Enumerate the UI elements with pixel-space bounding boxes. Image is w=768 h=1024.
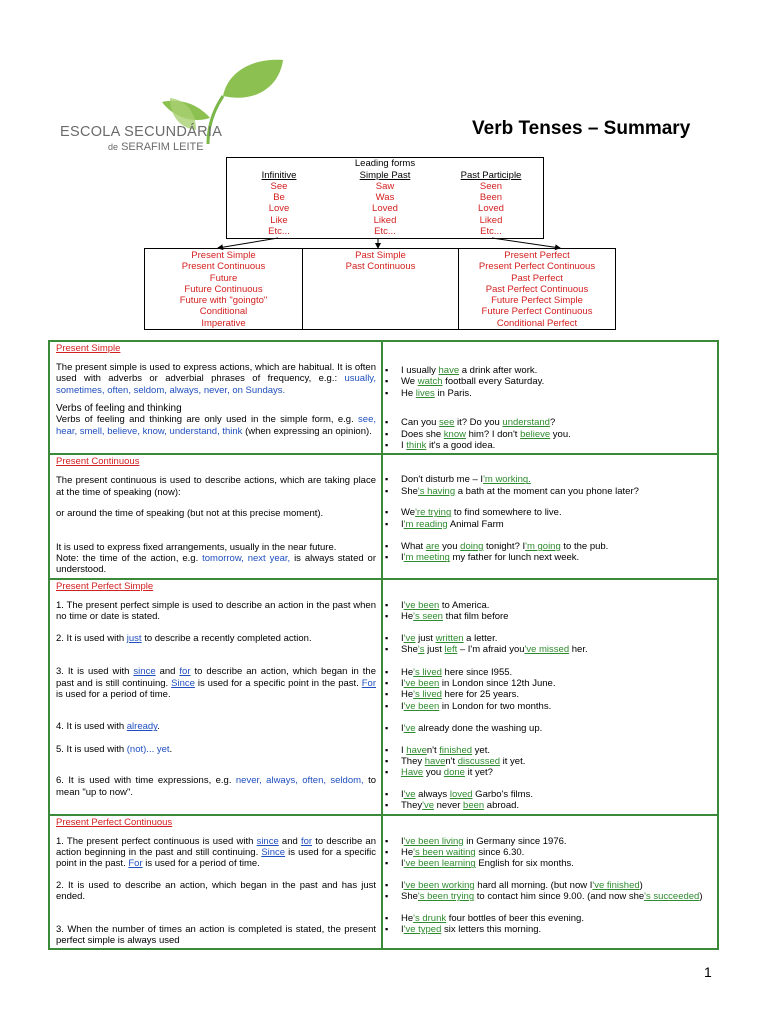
example: ▪ We're trying to find somewhere to live. — [389, 507, 712, 518]
example: ▪ I haven't finished yet. — [389, 745, 712, 756]
example: ▪ I usually have a drink after work. — [389, 365, 712, 376]
examples-list — [389, 913, 712, 936]
example: ▪ He lives in Paris. — [389, 388, 712, 399]
subheading: Verbs of feeling and thinking — [56, 403, 182, 415]
word: See — [270, 181, 288, 192]
example: ▪ They haven't discussed it yet. — [389, 756, 712, 767]
present-perfect-simple-row: Present Perfect Simple 1. The present perfect simple is used to describe an action in the past when no time or date is stated. 2. It is used with just to describe a recently completed action. 3. It is used with since and for to describe an action, which began in the past and is still continuing. Since is used for a specific point in the past. For is used for a period of time. 4. It is used with already. 5. It is used with (not)... yet. 6. It is used with time expressions, e.g. never, always, often, seldom, to mean "up to now". ▪ I've been to America. ▪ He's seen that film before ▪ I've just written a letter. ▪ She's just left – I'm afraid you've missed her. ▪ He's lived here since I955. ▪ I've been in London since 12th June. ▪ He's lived here for 25 years. ▪ I've been in London for two months. ▪ I've already done the washing up. ▪ I haven't finished yet. ▪ They haven't discussed it yet. ▪ Have you done it yet? ▪ I've always loved Garbo's films. ▪ They've never been abroad. — [49, 579, 718, 815]
example: ▪ I've been to America. — [389, 600, 712, 611]
past-participle-column: Past Participle Seen Been Loved Liked Etc... — [441, 170, 541, 237]
tenses-table — [48, 340, 719, 950]
word: Liked — [479, 214, 503, 226]
simple-past-column: Simple Past Saw Was Loved Liked Etc... — [335, 170, 435, 237]
word: Was — [375, 192, 395, 204]
infinitive-column: Infinitive See Be Love Like Etc... — [229, 170, 329, 237]
school-subtitle: de SERAFIM LEITE — [108, 141, 204, 153]
word: Liked — [373, 214, 397, 226]
examples-list — [389, 880, 712, 903]
word: Be — [273, 192, 285, 204]
past-group: Past Simple Past Continuous — [303, 249, 459, 329]
example: ▪ He's drunk four bottles of beer this evening. — [389, 913, 712, 924]
word: Seen — [479, 181, 503, 192]
rule-text: Verbs of feeling and thinking are only used in the simple form, e.g. see, hear, smell, believe, know, understand, think (when expressing an opinion). — [56, 414, 377, 437]
example: ▪ I'm reading Animal Farm — [389, 519, 712, 530]
example: ▪ I've typed six letters this morning. — [389, 924, 712, 935]
word: Etc... — [268, 225, 290, 237]
word: Like — [270, 214, 288, 226]
examples-list — [389, 667, 712, 713]
word: Loved — [372, 203, 398, 215]
leading-forms-title: Leading forms — [354, 158, 416, 169]
example: ▪ I've already done the washing up. — [389, 723, 712, 734]
example: ▪ What are you doing tonight? I'm going to the pub. — [389, 541, 712, 552]
examples-list — [389, 745, 712, 779]
example: ▪ Does she know him? I don't believe you. — [389, 429, 712, 440]
section-title: Present Simple — [56, 343, 121, 354]
examples-list — [389, 541, 712, 564]
section-title: Present Continuous — [56, 456, 140, 468]
examples-list — [389, 789, 712, 812]
example: ▪ He's lived here for 25 years. — [389, 689, 712, 700]
examples-list — [389, 474, 712, 497]
example: ▪ I've just written a letter. — [389, 633, 712, 644]
tense-groups-box — [144, 248, 616, 330]
examples-list — [389, 836, 712, 870]
example: ▪ I've been working hard all morning. (but now I've finished) — [389, 880, 712, 891]
arrow-left — [218, 238, 278, 248]
word: Etc... — [480, 225, 502, 237]
example: ▪ I've always loved Garbo's films. — [389, 789, 712, 800]
present-perfect-continuous-row: Present Perfect Continuous 1. The present perfect continuous is used with since and for to describe an action beginning in the past and still continuing. Since is used for a specific point in the past. For is used for a period of time. 2. It is used to describe an action, which began in the past and has just ended. 3. When the number of times an action is completed is stated, the present perfect simple is always used ▪ I've been living in Germany since 1976. ▪ He's been waiting since 6.30. ▪ I've been learning English for six months. ▪ I've been working hard all morning. (but now I've finished) ▪ She's been trying to contact him since 9.00. (and now she's succeeded) ▪ He's drunk four bottles of beer this evening. ▪ I've typed six letters this morning. — [49, 815, 718, 950]
example: ▪ We watch football every Saturday. — [389, 376, 712, 387]
example: ▪ Don't disturb me – I'm working. — [389, 474, 712, 485]
perfect-group: Present Perfect Present Perfect Continuous Past Perfect Past Perfect Continuous Future Perfect Simple Future Perfect Continuous Conditional Perfect — [478, 250, 596, 329]
examples-list — [389, 507, 712, 530]
examples-list — [389, 417, 712, 451]
example: ▪ She's just left – I'm afraid you've missed her. — [389, 644, 712, 655]
example: ▪ He's lived here since I955. — [389, 667, 712, 678]
example: ▪ I've been learning English for six months. — [389, 858, 712, 869]
arrow-right — [492, 238, 560, 248]
example: ▪ He's been waiting since 6.30. — [389, 847, 712, 858]
examples-list — [389, 365, 712, 399]
examples-list — [389, 600, 712, 623]
example: ▪ She's having a bath at the moment can you phone later? — [389, 486, 712, 497]
school-name: ESCOLA SECUNDÁRIA — [60, 124, 223, 140]
present-simple-row — [49, 341, 718, 454]
present-continuous-row: Present Continuous The present continuous is used to describe actions, which are taking place at the time of speaking (now): or around the time of speaking (but not at this precise moment). It is used to express fixed arrangements, usually in the near future. Note: the time of the action, e.g. tomorrow, next year, is always stated or understood. ▪ Don't disturb me – I'm working. ▪ She's having a bath at the moment can you phone later? ▪ We're trying to find somewhere to live. ▪ I'm reading Animal Farm ▪ What are you doing tonight? I'm going to the pub. ▪ I'm meeting my father for lunch next week. — [49, 454, 718, 578]
example: ▪ I've been living in Germany since 1976. — [389, 836, 712, 847]
example: ▪ I think it's a good idea. — [389, 440, 712, 451]
rule-text: The present simple is used to express actions, which are habitual. It is often used with adverbs or adverbial phrases of frequency, e.g.: usually, sometimes, often, seldom, always, never, on Sundays. — [56, 362, 376, 396]
word: Loved — [478, 203, 504, 215]
word: Saw — [375, 181, 395, 192]
examples-list — [389, 723, 712, 734]
example: ▪ I've been in London since 12th June. — [389, 678, 712, 689]
page-title: Verb Tenses – Summary — [472, 118, 691, 139]
section-title: Present Perfect Simple — [56, 580, 154, 592]
example: ▪ Can you see it? Do you understand? — [389, 417, 712, 428]
leading-forms-box — [226, 157, 544, 239]
word: Love — [268, 203, 290, 215]
example: ▪ She's been trying to contact him since 9.00. (and now she's succeeded) — [389, 891, 712, 902]
examples-list — [389, 633, 712, 656]
example: ▪ I've been in London for two months. — [389, 701, 712, 712]
example: ▪ I'm meeting my father for lunch next week. — [389, 552, 712, 563]
word: Been — [479, 192, 503, 204]
section-title: Present Perfect Continuous — [56, 816, 173, 828]
example: ▪ They've never been abroad. — [389, 800, 712, 811]
present-group: Present Simple Present Continuous Future Future Continuous Future with "goingto" Conditional Imperative — [145, 249, 303, 329]
example: ▪ He's seen that film before — [389, 611, 712, 622]
example: ▪ Have you done it yet? — [389, 767, 712, 778]
page-number: 1 — [704, 964, 712, 980]
word: Etc... — [374, 225, 396, 237]
